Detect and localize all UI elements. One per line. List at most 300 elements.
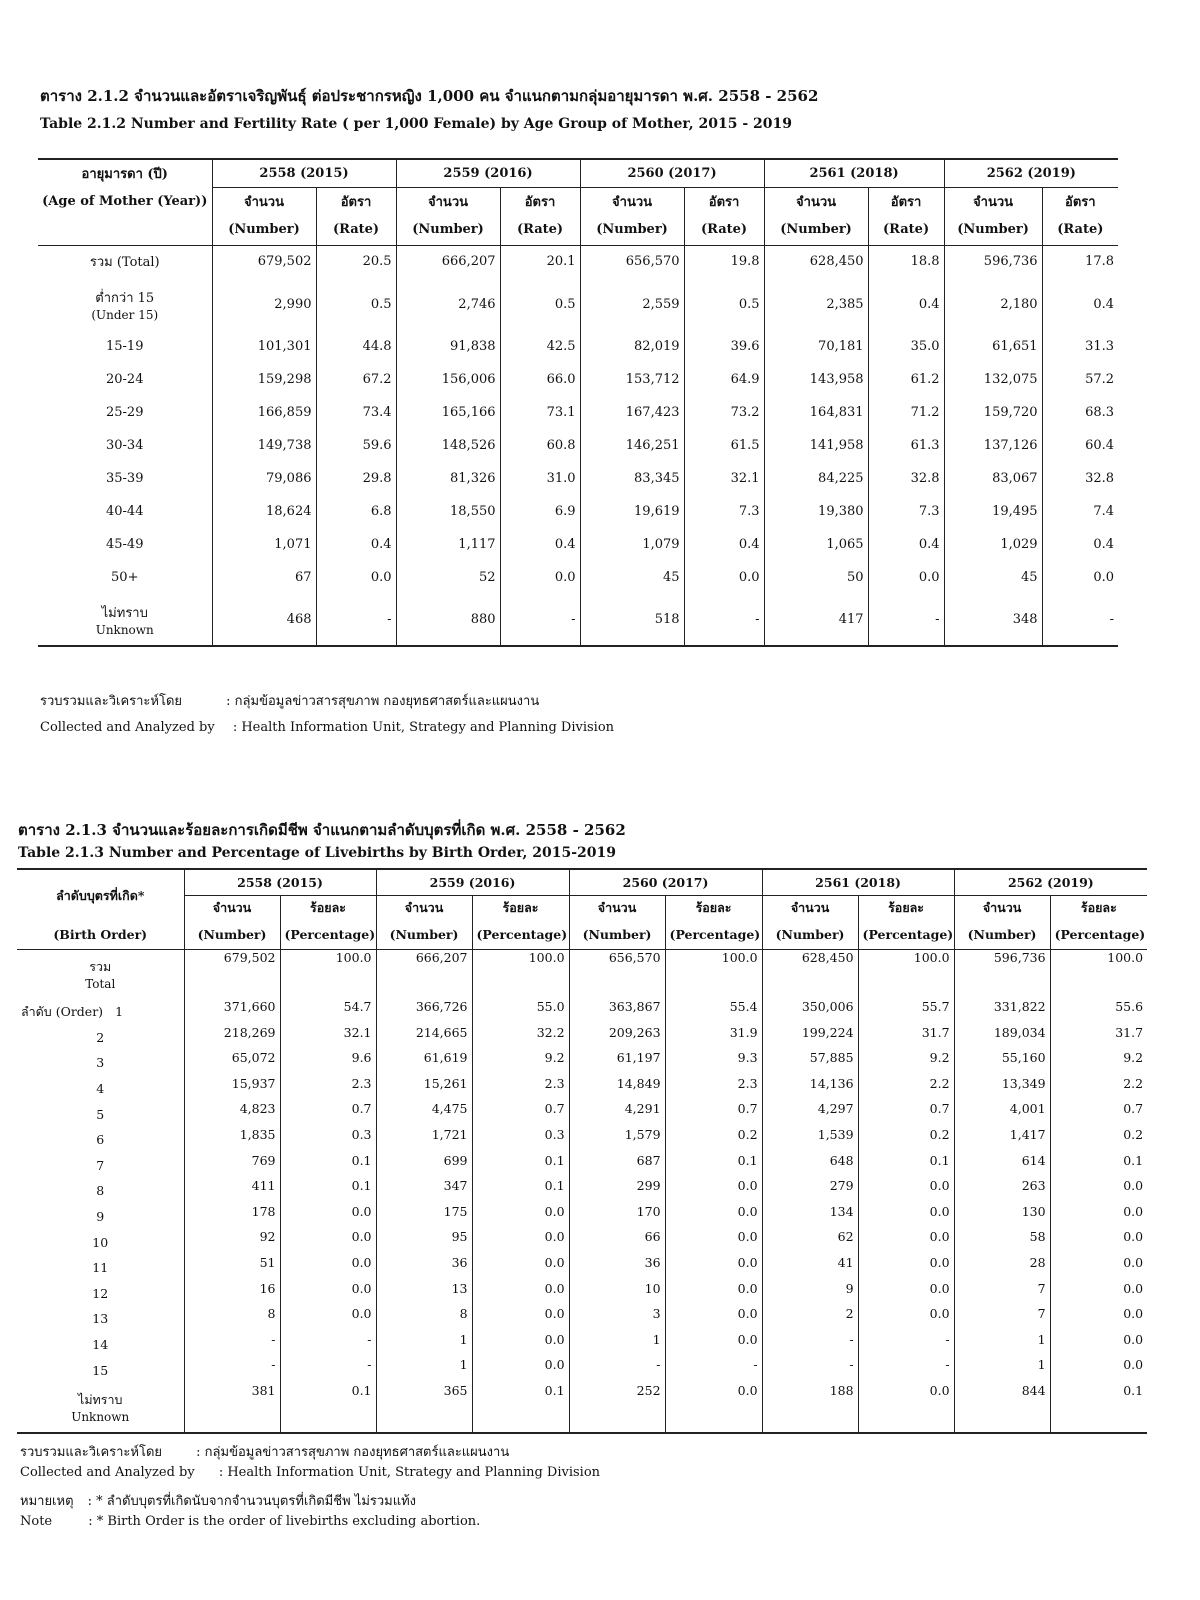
col-number-th: จำนวน xyxy=(954,895,1050,921)
rate-cell: 55.4 xyxy=(665,999,762,1025)
row-label xyxy=(17,1383,184,1433)
rate-cell: 0.0 xyxy=(1050,1178,1147,1204)
count-cell: 2,180 xyxy=(944,278,1042,330)
row-label-text: 5 xyxy=(96,1106,105,1122)
count-cell: 83,067 xyxy=(944,462,1042,495)
rate-cell: 55.0 xyxy=(472,999,569,1025)
row-label xyxy=(17,1255,184,1281)
count-cell: 19,495 xyxy=(944,495,1042,528)
rate-cell: 2.3 xyxy=(280,1076,376,1102)
col-number-th: จำนวน xyxy=(764,187,868,215)
row-label-text: 40-44 xyxy=(106,504,144,519)
count-cell: 381 xyxy=(184,1383,280,1433)
rate-cell: 73.4 xyxy=(316,396,396,429)
rate-cell: 71.2 xyxy=(868,396,944,429)
rate-cell: 0.2 xyxy=(858,1127,954,1153)
count-cell: - xyxy=(184,1332,280,1358)
source-value-en: : Health Information Unit, Strategy and Planning Division xyxy=(232,720,615,735)
rate-cell: 68.3 xyxy=(1042,396,1118,429)
rate-cell: 0.4 xyxy=(316,528,396,561)
count-cell: 14,136 xyxy=(762,1076,858,1102)
count-cell: 91,838 xyxy=(396,330,500,363)
row-label-text: 30-34 xyxy=(106,438,144,453)
rate-cell: 55.7 xyxy=(858,999,954,1025)
table2-note-en xyxy=(20,1514,480,1529)
rate-cell: 32.1 xyxy=(684,462,764,495)
count-cell: 58 xyxy=(954,1229,1050,1255)
row-label xyxy=(17,1204,184,1230)
count-cell: 679,502 xyxy=(184,949,280,999)
source-label-th: รวบรวมและวิเคราะห์โดย xyxy=(20,1445,163,1460)
rate-cell: - xyxy=(665,1357,762,1383)
rate-cell: 0.0 xyxy=(1050,1306,1147,1332)
rate-cell: 0.0 xyxy=(858,1255,954,1281)
count-cell: 170 xyxy=(569,1204,665,1230)
table2-note-th xyxy=(20,1490,416,1511)
fertility-table xyxy=(38,158,1118,647)
rate-cell: 64.9 xyxy=(684,363,764,396)
col-rate-th: อัตรา xyxy=(868,187,944,215)
rate-cell: 0.0 xyxy=(665,1178,762,1204)
count-cell: 1,579 xyxy=(569,1127,665,1153)
row-label xyxy=(38,330,212,363)
rate-cell: 0.0 xyxy=(684,561,764,594)
row-label xyxy=(38,245,212,278)
col-rate-th: อัตรา xyxy=(684,187,764,215)
source-value-th: : กลุ่มข้อมูลข่าวสารสุขภาพ กองยุทธศาสตร์และแผนงาน xyxy=(226,694,540,709)
note-label-en: Note xyxy=(20,1514,53,1529)
rate-cell: 17.8 xyxy=(1042,245,1118,278)
col-rate-th: อัตรา xyxy=(1042,187,1118,215)
rate-cell: 0.4 xyxy=(500,528,580,561)
rate-cell: 0.7 xyxy=(858,1101,954,1127)
rate-cell: 0.0 xyxy=(858,1306,954,1332)
row-label xyxy=(38,462,212,495)
count-cell: - xyxy=(184,1357,280,1383)
table-row xyxy=(38,278,1118,330)
rate-cell: 0.1 xyxy=(280,1178,376,1204)
count-cell: 614 xyxy=(954,1153,1050,1179)
row-label-text: ไม่ทราบ xyxy=(101,606,148,621)
rate-cell: 0.4 xyxy=(1042,528,1118,561)
rate-cell: 31.9 xyxy=(665,1025,762,1051)
table1-source-th xyxy=(40,690,539,711)
count-cell: 468 xyxy=(212,594,316,646)
rate-cell: - xyxy=(858,1357,954,1383)
rate-cell: 31.3 xyxy=(1042,330,1118,363)
count-cell: 148,526 xyxy=(396,429,500,462)
table-row xyxy=(17,1204,1147,1230)
count-cell: 61,619 xyxy=(376,1050,472,1076)
count-cell: 13,349 xyxy=(954,1076,1050,1102)
col-number-en: (Number) xyxy=(954,921,1050,949)
rate-cell: 0.1 xyxy=(1050,1153,1147,1179)
count-cell: 45 xyxy=(580,561,684,594)
count-cell: 61,651 xyxy=(944,330,1042,363)
rate-cell: 18.8 xyxy=(868,245,944,278)
rate-cell: 6.8 xyxy=(316,495,396,528)
col-percent-en: (Percentage) xyxy=(280,921,376,949)
count-cell: 41 xyxy=(762,1255,858,1281)
rate-cell: 0.0 xyxy=(280,1281,376,1307)
row-label-text: 6 xyxy=(96,1132,105,1148)
rate-cell: 54.7 xyxy=(280,999,376,1025)
count-cell: 4,297 xyxy=(762,1101,858,1127)
rate-cell: 0.4 xyxy=(868,528,944,561)
rate-cell: 0.1 xyxy=(472,1153,569,1179)
rate-cell: 0.1 xyxy=(472,1383,569,1433)
count-cell: 363,867 xyxy=(569,999,665,1025)
row-label-text: 4 xyxy=(96,1081,105,1097)
rate-cell: 0.0 xyxy=(280,1306,376,1332)
row-label-sub: (Under 15) xyxy=(91,307,159,322)
col-number-th: จำนวน xyxy=(580,187,684,215)
rate-cell: 0.0 xyxy=(665,1383,762,1433)
row-label-text: 3 xyxy=(96,1055,105,1071)
rate-cell: 0.0 xyxy=(280,1204,376,1230)
count-cell: 299 xyxy=(569,1178,665,1204)
count-cell: 628,450 xyxy=(762,949,858,999)
row-label-text: รวม xyxy=(89,959,112,975)
rate-cell: 0.0 xyxy=(665,1255,762,1281)
count-cell: 350,006 xyxy=(762,999,858,1025)
count-cell: 656,570 xyxy=(580,245,684,278)
rate-cell: - xyxy=(858,1332,954,1358)
source-value-th: : กลุ่มข้อมูลข่าวสารสุขภาพ กองยุทธศาสตร์และแผนงาน xyxy=(196,1445,510,1460)
count-cell: 16 xyxy=(184,1281,280,1307)
count-cell: 130 xyxy=(954,1204,1050,1230)
table-row xyxy=(17,1025,1147,1051)
table2-head-label-th: ลำดับบุตรที่เกิด* xyxy=(17,869,184,921)
rate-cell: 60.4 xyxy=(1042,429,1118,462)
row-label-text: ไม่ทราบ xyxy=(78,1392,123,1408)
row-label-text: รวม (Total) xyxy=(89,255,160,271)
table-row xyxy=(17,1306,1147,1332)
rate-cell: - xyxy=(280,1357,376,1383)
count-cell: 1,071 xyxy=(212,528,316,561)
rate-cell: - xyxy=(316,594,396,646)
count-cell: 214,665 xyxy=(376,1025,472,1051)
count-cell: 45 xyxy=(944,561,1042,594)
col-number-en: (Number) xyxy=(184,921,280,949)
row-label-text: 50+ xyxy=(111,570,139,585)
rate-cell: 0.0 xyxy=(1050,1204,1147,1230)
rate-cell: 7.3 xyxy=(684,495,764,528)
count-cell: 165,166 xyxy=(396,396,500,429)
rate-cell: 9.2 xyxy=(1050,1050,1147,1076)
row-label-text: 15 xyxy=(92,1362,109,1378)
rate-cell: 0.0 xyxy=(868,561,944,594)
rate-cell: 0.5 xyxy=(316,278,396,330)
col-number-th: จำนวน xyxy=(376,895,472,921)
table-row xyxy=(17,1153,1147,1179)
rate-cell: 42.5 xyxy=(500,330,580,363)
rate-cell: 0.0 xyxy=(1050,1281,1147,1307)
count-cell: 1,079 xyxy=(580,528,684,561)
count-cell: 371,660 xyxy=(184,999,280,1025)
table-row xyxy=(17,1076,1147,1102)
count-cell: 518 xyxy=(580,594,684,646)
table2-year-2: 2560 (2017) xyxy=(569,869,762,895)
count-cell: 1 xyxy=(376,1332,472,1358)
count-cell: 252 xyxy=(569,1383,665,1433)
row-label-text: 25-29 xyxy=(106,405,144,420)
count-cell: 687 xyxy=(569,1153,665,1179)
rate-cell: 32.8 xyxy=(868,462,944,495)
row-label xyxy=(38,396,212,429)
row-label xyxy=(17,1101,184,1127)
row-label xyxy=(17,1127,184,1153)
rate-cell: 0.0 xyxy=(472,1357,569,1383)
count-cell: 19,380 xyxy=(764,495,868,528)
count-cell: 9 xyxy=(762,1281,858,1307)
count-cell: 70,181 xyxy=(764,330,868,363)
row-label xyxy=(17,1332,184,1358)
row-label-text: 8 xyxy=(96,1183,105,1199)
rate-cell: 0.4 xyxy=(684,528,764,561)
row-label-text: 11 xyxy=(92,1260,109,1276)
count-cell: 132,075 xyxy=(944,363,1042,396)
rate-cell: 0.3 xyxy=(472,1127,569,1153)
count-cell: 2,990 xyxy=(212,278,316,330)
row-label-text: 15-19 xyxy=(106,339,144,354)
rate-cell: 60.8 xyxy=(500,429,580,462)
count-cell: 4,291 xyxy=(569,1101,665,1127)
rate-cell: 35.0 xyxy=(868,330,944,363)
count-cell: 656,570 xyxy=(569,949,665,999)
count-cell: 1,835 xyxy=(184,1127,280,1153)
row-label-text: 9 xyxy=(96,1209,105,1225)
order-prefix: ลำดับ (Order) xyxy=(21,1003,104,1019)
rate-cell: 0.0 xyxy=(665,1332,762,1358)
rate-cell: 31.7 xyxy=(858,1025,954,1051)
table2-source-en xyxy=(20,1465,600,1480)
count-cell: 1 xyxy=(569,1332,665,1358)
col-percent-en: (Percentage) xyxy=(472,921,569,949)
rate-cell: 0.1 xyxy=(280,1383,376,1433)
count-cell: 134 xyxy=(762,1204,858,1230)
count-cell: 679,502 xyxy=(212,245,316,278)
row-label-text: 20-24 xyxy=(106,372,144,387)
count-cell: 648 xyxy=(762,1153,858,1179)
table-row xyxy=(38,330,1118,363)
rate-cell: 100.0 xyxy=(472,949,569,999)
table-row xyxy=(38,245,1118,278)
rate-cell: 61.2 xyxy=(868,363,944,396)
row-label xyxy=(38,594,212,646)
table-row xyxy=(17,1101,1147,1127)
rate-cell: 73.1 xyxy=(500,396,580,429)
table2-year-3: 2561 (2018) xyxy=(762,869,954,895)
count-cell: 167,423 xyxy=(580,396,684,429)
table2-head-label-en: (Birth Order) xyxy=(17,921,184,949)
row-label-text: 2 xyxy=(96,1029,105,1045)
row-label-text: 35-39 xyxy=(106,471,144,486)
source-label-en: Collected and Analyzed by xyxy=(20,1465,195,1480)
count-cell: 188 xyxy=(762,1383,858,1433)
count-cell: 1 xyxy=(376,1357,472,1383)
count-cell: 769 xyxy=(184,1153,280,1179)
rate-cell: 0.0 xyxy=(665,1204,762,1230)
row-label-text: 14 xyxy=(92,1337,109,1353)
col-number-en: (Number) xyxy=(944,215,1042,245)
row-label xyxy=(17,949,184,999)
col-number-en: (Number) xyxy=(376,921,472,949)
rate-cell: 0.0 xyxy=(472,1306,569,1332)
col-rate-th: อัตรา xyxy=(316,187,396,215)
count-cell: 79,086 xyxy=(212,462,316,495)
count-cell: 417 xyxy=(764,594,868,646)
count-cell: 143,958 xyxy=(764,363,868,396)
rate-cell: - xyxy=(500,594,580,646)
count-cell: 596,736 xyxy=(944,245,1042,278)
count-cell: 1,065 xyxy=(764,528,868,561)
rate-cell: 44.8 xyxy=(316,330,396,363)
rate-cell: 0.7 xyxy=(472,1101,569,1127)
count-cell: 67 xyxy=(212,561,316,594)
table1-year-1: 2559 (2016) xyxy=(396,159,580,187)
table-row xyxy=(17,949,1147,999)
count-cell: 66 xyxy=(569,1229,665,1255)
rate-cell: 73.2 xyxy=(684,396,764,429)
count-cell: 366,726 xyxy=(376,999,472,1025)
count-cell: 153,712 xyxy=(580,363,684,396)
count-cell: 164,831 xyxy=(764,396,868,429)
count-cell: 4,475 xyxy=(376,1101,472,1127)
count-cell: 166,859 xyxy=(212,396,316,429)
rate-cell: 59.6 xyxy=(316,429,396,462)
source-label-th: รวบรวมและวิเคราะห์โดย xyxy=(40,694,183,709)
count-cell: 65,072 xyxy=(184,1050,280,1076)
col-percent-th: ร้อยละ xyxy=(858,895,954,921)
table2-title-th: ตาราง 2.1.3 จำนวนและร้อยละการเกิดมีชีพ จำแนกตามลำดับบุตรที่เกิด พ.ศ. 2558 - 2562 xyxy=(18,821,626,839)
table1-year-3: 2561 (2018) xyxy=(764,159,944,187)
row-label-sub: Total xyxy=(85,977,116,992)
rate-cell: 0.0 xyxy=(472,1255,569,1281)
count-cell: 199,224 xyxy=(762,1025,858,1051)
col-number-en: (Number) xyxy=(212,215,316,245)
table1-title-en: Table 2.1.2 Number and Fertility Rate ( per 1,000 Female) by Age Group of Mother, 2015 - 2019 xyxy=(40,116,792,132)
count-cell: 347 xyxy=(376,1178,472,1204)
col-number-th: จำนวน xyxy=(212,187,316,215)
source-value-en: : Health Information Unit, Strategy and Planning Division xyxy=(218,1465,601,1480)
count-cell: 81,326 xyxy=(396,462,500,495)
rate-cell: - xyxy=(684,594,764,646)
count-cell: 2,385 xyxy=(764,278,868,330)
col-percent-th: ร้อยละ xyxy=(665,895,762,921)
rate-cell: 0.0 xyxy=(280,1255,376,1281)
row-label xyxy=(17,1229,184,1255)
row-label-text: 7 xyxy=(96,1157,105,1173)
count-cell: 19,619 xyxy=(580,495,684,528)
rate-cell: 0.0 xyxy=(858,1204,954,1230)
rate-cell: - xyxy=(1042,594,1118,646)
col-number-en: (Number) xyxy=(396,215,500,245)
col-rate-en: (Rate) xyxy=(316,215,396,245)
rate-cell: 0.0 xyxy=(665,1229,762,1255)
table-row xyxy=(17,1127,1147,1153)
col-number-th: จำนวน xyxy=(396,187,500,215)
count-cell: 1 xyxy=(954,1332,1050,1358)
rate-cell: 0.7 xyxy=(665,1101,762,1127)
rate-cell: 61.3 xyxy=(868,429,944,462)
table2-title-en: Table 2.1.3 Number and Percentage of Livebirths by Birth Order, 2015-2019 xyxy=(18,845,616,861)
rate-cell: 0.0 xyxy=(665,1306,762,1332)
count-cell: 61,197 xyxy=(569,1050,665,1076)
count-cell: 159,298 xyxy=(212,363,316,396)
count-cell: 218,269 xyxy=(184,1025,280,1051)
table-row xyxy=(38,528,1118,561)
count-cell: 178 xyxy=(184,1204,280,1230)
row-label-text: 1 xyxy=(115,1003,124,1019)
table-row xyxy=(17,1255,1147,1281)
rate-cell: 0.1 xyxy=(280,1153,376,1179)
note-label-th: หมายเหตุ xyxy=(20,1494,74,1509)
rate-cell: 20.1 xyxy=(500,245,580,278)
count-cell: 666,207 xyxy=(396,245,500,278)
row-label xyxy=(17,1025,184,1051)
rate-cell: 57.2 xyxy=(1042,363,1118,396)
table2-year-1: 2559 (2016) xyxy=(376,869,569,895)
row-label xyxy=(17,1153,184,1179)
count-cell: 62 xyxy=(762,1229,858,1255)
rate-cell: 0.0 xyxy=(1050,1332,1147,1358)
count-cell: - xyxy=(762,1332,858,1358)
row-label-sub: Unknown xyxy=(71,1410,130,1425)
col-number-th: จำนวน xyxy=(184,895,280,921)
count-cell: 82,019 xyxy=(580,330,684,363)
row-label xyxy=(38,363,212,396)
row-label-text: 45-49 xyxy=(106,537,144,552)
rate-cell: 100.0 xyxy=(280,949,376,999)
table-row xyxy=(38,495,1118,528)
table-row xyxy=(38,363,1118,396)
rate-cell: 20.5 xyxy=(316,245,396,278)
row-label xyxy=(38,561,212,594)
table1-head-label-th: อายุมารดา (ปี) xyxy=(38,159,212,187)
row-label xyxy=(17,1357,184,1383)
col-rate-en: (Rate) xyxy=(868,215,944,245)
rate-cell: 0.1 xyxy=(472,1178,569,1204)
table-row xyxy=(17,1383,1147,1433)
count-cell: 189,034 xyxy=(954,1025,1050,1051)
rate-cell: 100.0 xyxy=(1050,949,1147,999)
count-cell: 1,721 xyxy=(376,1127,472,1153)
count-cell: 279 xyxy=(762,1178,858,1204)
row-label xyxy=(17,999,184,1025)
col-number-en: (Number) xyxy=(569,921,665,949)
note-value-en: : * Birth Order is the order of livebirths excluding abortion. xyxy=(88,1514,481,1529)
count-cell: 411 xyxy=(184,1178,280,1204)
rate-cell: 0.0 xyxy=(665,1281,762,1307)
count-cell: 101,301 xyxy=(212,330,316,363)
row-label-text: 13 xyxy=(92,1311,109,1327)
count-cell: 156,006 xyxy=(396,363,500,396)
rate-cell: 0.3 xyxy=(280,1127,376,1153)
rate-cell: 9.2 xyxy=(858,1050,954,1076)
rate-cell: 0.4 xyxy=(868,278,944,330)
rate-cell: 0.2 xyxy=(665,1127,762,1153)
rate-cell: - xyxy=(280,1332,376,1358)
count-cell: 8 xyxy=(184,1306,280,1332)
count-cell: 137,126 xyxy=(944,429,1042,462)
rate-cell: - xyxy=(868,594,944,646)
count-cell: 209,263 xyxy=(569,1025,665,1051)
count-cell: 149,738 xyxy=(212,429,316,462)
table-row xyxy=(38,429,1118,462)
count-cell: 1,117 xyxy=(396,528,500,561)
count-cell: 2,746 xyxy=(396,278,500,330)
